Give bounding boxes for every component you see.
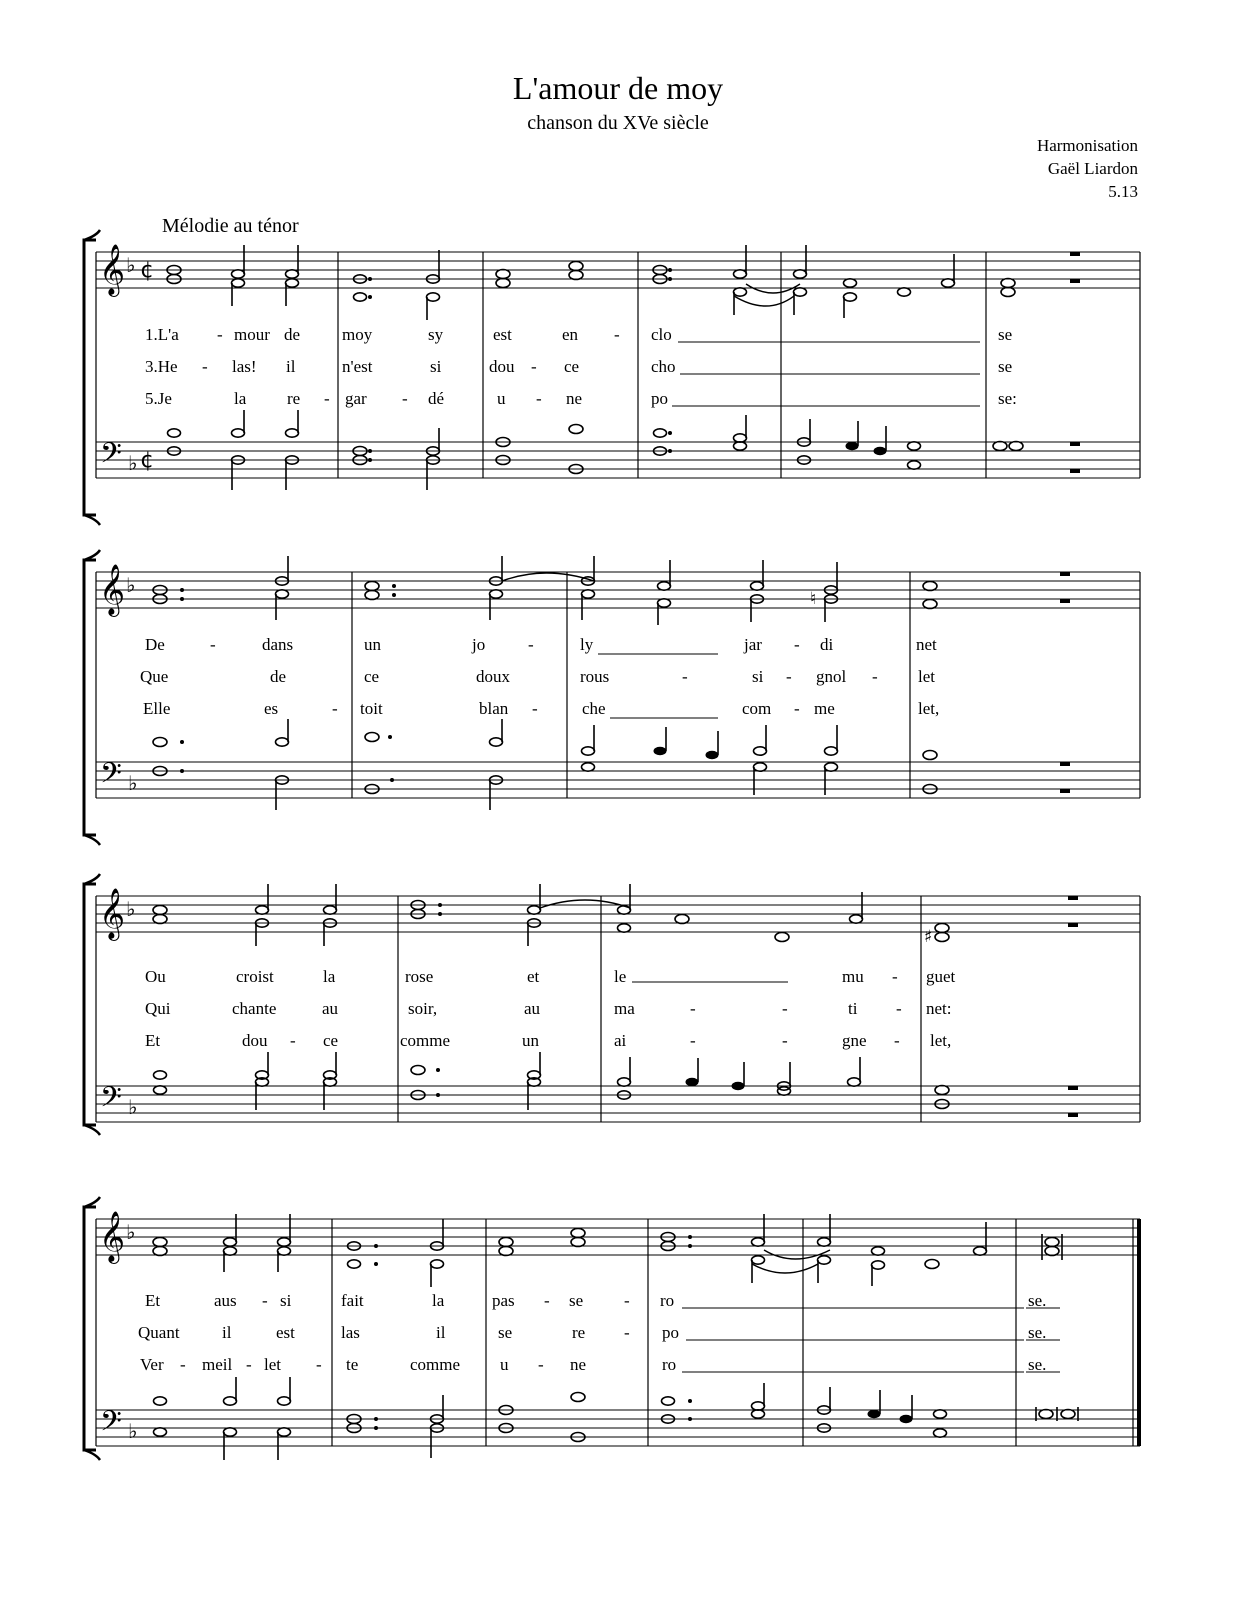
lyric-syllable: aus <box>214 1291 237 1310</box>
lyric-hyphen: - <box>682 667 688 686</box>
lyric-syllable: re <box>572 1323 586 1342</box>
lyric-syllable: te <box>346 1355 359 1374</box>
lyric-syllable: re <box>287 389 301 408</box>
lyric-syllable: au <box>322 999 339 1018</box>
lyric-hyphen: - <box>262 1291 268 1310</box>
credit-number: 5.13 <box>1108 182 1138 201</box>
bass-filled-notes <box>686 1058 745 1090</box>
melisma-lines <box>598 654 718 718</box>
lyric-hyphen: - <box>892 967 898 986</box>
lyric-syllable: cho <box>651 357 676 376</box>
performance-direction: Mélodie au ténor <box>162 215 299 237</box>
lyric-hyphen: - <box>324 389 330 408</box>
lyric-syllable: che <box>582 699 606 718</box>
lyric-syllable: dou <box>242 1031 268 1050</box>
lyric-syllable: il <box>436 1323 446 1342</box>
lyric-syllable: ne <box>570 1355 587 1374</box>
barlines <box>96 572 1140 798</box>
lyric-hyphen: - <box>316 1355 322 1374</box>
lyric-syllable: pas <box>492 1291 515 1310</box>
lyric-syllable: dé <box>428 389 445 408</box>
bass-staff <box>96 1410 1140 1446</box>
lyric-syllable: ce <box>323 1031 339 1050</box>
lyric-syllable: mu <box>842 967 864 986</box>
lyric-syllable: moy <box>342 325 373 344</box>
lyric-syllable: un <box>522 1031 539 1050</box>
cut-time-icon: ¢ <box>140 448 154 473</box>
rests <box>1068 896 1078 1117</box>
bass-staff <box>96 1086 1140 1122</box>
lyric-syllable: guet <box>926 967 956 986</box>
lyric-syllable: mour <box>234 325 270 344</box>
treble-clef-icon: 𝄞 <box>99 564 126 615</box>
lyric-syllable: la <box>323 967 336 986</box>
rests <box>1060 572 1070 793</box>
lyric-syllable: let, <box>918 699 940 718</box>
lyric-syllable: es <box>264 699 279 718</box>
lyric-hyphen: - <box>202 357 208 376</box>
lyric-syllable: est <box>493 325 512 344</box>
lyric-hyphen: - <box>624 1291 630 1310</box>
lyric-syllable: jo <box>472 635 486 654</box>
lyric-syllable: chante <box>232 999 277 1018</box>
flat-icon: ♭ <box>126 573 136 597</box>
bass-notes <box>153 719 937 810</box>
lyric-syllable: las <box>341 1323 360 1342</box>
lyric-syllable: po <box>651 389 668 408</box>
lyrics-system-4 <box>138 1291 1046 1374</box>
flat-icon: ♭ <box>128 451 138 475</box>
lyric-syllable: Elle <box>143 699 171 718</box>
lyric-syllable: croist <box>236 967 274 986</box>
lyric-syllable: si <box>280 1291 292 1310</box>
credit-harmonisation: Harmonisation <box>1036 136 1138 155</box>
dots <box>374 1235 692 1430</box>
lyric-hyphen: - <box>290 1031 296 1050</box>
lyric-syllable: dans <box>262 635 294 654</box>
treble-notes <box>153 884 949 946</box>
lyric-syllable: gnol <box>816 667 847 686</box>
bass-clef-icon: 𝄢 <box>100 1081 122 1121</box>
lyric-syllable: jar <box>744 635 762 654</box>
lyric-syllable: se <box>569 1291 584 1310</box>
lyric-syllable: ce <box>564 357 580 376</box>
lyric-syllable: se <box>998 325 1013 344</box>
lyric-syllable: u <box>497 389 506 408</box>
lyric-syllable: si <box>752 667 764 686</box>
lyric-syllable: soir, <box>408 999 438 1018</box>
lyric-syllable: let, <box>930 1031 952 1050</box>
lyric-syllable: 5.Je <box>145 389 172 408</box>
lyric-syllable: dou <box>489 357 515 376</box>
flat-icon: ♭ <box>126 253 136 277</box>
lyric-syllable: las! <box>232 357 257 376</box>
lyric-syllable: un <box>364 635 381 654</box>
lyric-hyphen: - <box>896 999 902 1018</box>
lyric-hyphen: - <box>531 357 537 376</box>
system-4 <box>84 1197 1140 1460</box>
lyric-syllable: ro <box>660 1291 675 1310</box>
lyric-syllable: ce <box>364 667 380 686</box>
lyric-syllable: se. <box>1028 1291 1047 1310</box>
lyric-hyphen: - <box>786 667 792 686</box>
lyric-syllable: si <box>430 357 442 376</box>
lyric-syllable: ro <box>662 1355 677 1374</box>
lyric-hyphen: - <box>532 699 538 718</box>
lyric-syllable: blan <box>479 699 509 718</box>
lyric-syllable: se. <box>1028 1355 1047 1374</box>
lyric-syllable: gar <box>345 389 367 408</box>
lyric-syllable: est <box>276 1323 295 1342</box>
flat-icon: ♭ <box>126 897 136 921</box>
lyric-syllable: me <box>814 699 835 718</box>
lyric-syllable: sy <box>428 325 444 344</box>
lyric-hyphen: - <box>614 325 620 344</box>
treble-clef-icon: 𝄞 <box>99 244 126 295</box>
bass-clef-icon: 𝄢 <box>100 1405 122 1445</box>
treble-notes <box>167 245 1015 320</box>
lyric-hyphen: - <box>246 1355 252 1374</box>
lyric-syllable: doux <box>476 667 510 686</box>
lyric-syllable: u <box>500 1355 509 1374</box>
lyric-hyphen: - <box>690 999 696 1018</box>
lyric-syllable: Et <box>145 1291 161 1310</box>
treble-clef-icon: 𝄞 <box>99 888 126 939</box>
lyric-syllable: comme <box>400 1031 451 1050</box>
lyrics-system-1 <box>145 325 1017 408</box>
lyric-syllable: Qui <box>145 999 171 1018</box>
lyric-syllable: Ou <box>145 967 166 986</box>
lyric-hyphen: - <box>332 699 338 718</box>
lyric-syllable: la <box>432 1291 445 1310</box>
lyric-hyphen: - <box>544 1291 550 1310</box>
lyric-hyphen: - <box>528 635 534 654</box>
lyric-syllable: po <box>662 1323 679 1342</box>
lyric-syllable: se <box>498 1323 513 1342</box>
lyric-syllable: net <box>916 635 937 654</box>
page-title: L'amour de moy <box>512 70 724 106</box>
lyric-hyphen: - <box>217 325 223 344</box>
lyric-hyphen: - <box>794 635 800 654</box>
lyric-hyphen: - <box>794 699 800 718</box>
system-bracket <box>84 1207 96 1450</box>
lyric-syllable: ly <box>580 635 594 654</box>
lyric-hyphen: - <box>402 389 408 408</box>
lyric-hyphen: - <box>210 635 216 654</box>
lyric-syllable: clo <box>651 325 672 344</box>
lyric-syllable: 3.He <box>145 357 178 376</box>
lyric-syllable: 1.L'a <box>145 325 179 344</box>
bass-filled-notes <box>868 1390 913 1423</box>
lyric-syllable: en <box>562 325 579 344</box>
flat-icon: ♭ <box>128 1419 138 1443</box>
lyric-syllable: il <box>222 1323 232 1342</box>
credit-author: Gaël Liardon <box>1047 159 1138 178</box>
lyric-syllable: com <box>742 699 772 718</box>
cut-time-icon: ¢ <box>140 258 154 283</box>
system-bracket <box>84 240 96 515</box>
lyric-syllable: fait <box>341 1291 364 1310</box>
lyric-syllable: ai <box>614 1031 627 1050</box>
treble-notes <box>153 1214 1062 1287</box>
lyric-syllable: ti <box>848 999 858 1018</box>
lyric-hyphen: - <box>872 667 878 686</box>
bass-filled-notes <box>654 727 719 759</box>
lyric-syllable: rose <box>405 967 434 986</box>
melisma-lines <box>682 1308 1060 1372</box>
system-bracket <box>84 560 96 835</box>
treble-staff <box>96 572 1140 608</box>
lyric-syllable: Que <box>140 667 169 686</box>
lyric-syllable: Ver <box>140 1355 164 1374</box>
system-1 <box>84 230 1140 525</box>
lyric-hyphen: - <box>690 1031 696 1050</box>
lyric-hyphen: - <box>624 1323 630 1342</box>
lyrics-system-2 <box>140 635 939 718</box>
lyric-syllable: la <box>234 389 247 408</box>
lyric-syllable: se: <box>998 389 1017 408</box>
lyric-syllable: gne <box>842 1031 867 1050</box>
lyric-hyphen: - <box>894 1031 900 1050</box>
lyric-syllable: net: <box>926 999 952 1018</box>
system-2 <box>84 550 1140 845</box>
rests <box>1070 252 1080 473</box>
lyric-syllable: Et <box>145 1031 161 1050</box>
bass-notes <box>154 1052 950 1110</box>
sharp-icon: ♯ <box>924 927 933 947</box>
lyric-syllable: ne <box>566 389 583 408</box>
lyric-syllable: Quant <box>138 1323 180 1342</box>
natural-icon: ♮ <box>810 589 817 609</box>
lyric-hyphen: - <box>536 389 542 408</box>
bass-staff <box>96 442 1140 478</box>
lyric-syllable: comme <box>410 1355 461 1374</box>
system-bracket <box>84 884 96 1125</box>
lyric-syllable: rous <box>580 667 610 686</box>
lyric-syllable: et <box>527 967 540 986</box>
lyric-syllable: let <box>264 1355 281 1374</box>
lyric-syllable: ma <box>614 999 635 1018</box>
lyric-hyphen: - <box>782 999 788 1018</box>
lyric-syllable: toit <box>360 699 383 718</box>
melisma-lines <box>672 342 980 406</box>
lyric-syllable: let <box>918 667 935 686</box>
lyric-syllable: au <box>524 999 541 1018</box>
lyric-syllable: se <box>998 357 1013 376</box>
lyric-syllable: le <box>614 967 627 986</box>
flat-icon: ♭ <box>128 771 138 795</box>
lyrics-system-3 <box>145 967 956 1050</box>
flat-icon: ♭ <box>126 1220 136 1244</box>
flat-icon: ♭ <box>128 1095 138 1119</box>
bass-clef-icon: 𝄢 <box>100 437 122 477</box>
lyric-syllable: di <box>820 635 834 654</box>
page-subtitle: chanson du XVe siècle <box>527 112 709 134</box>
barlines <box>96 1219 1133 1446</box>
lyric-syllable: n'est <box>342 357 373 376</box>
lyric-syllable: se. <box>1028 1323 1047 1342</box>
lyric-hyphen: - <box>180 1355 186 1374</box>
bass-staff <box>96 762 1140 798</box>
lyric-syllable: il <box>286 357 296 376</box>
lyric-syllable: De <box>145 635 165 654</box>
lyric-hyphen: - <box>782 1031 788 1050</box>
dots <box>368 268 672 299</box>
treble-staff <box>96 252 1140 288</box>
lyric-syllable: meil <box>202 1355 233 1374</box>
treble-staff <box>96 1219 1140 1255</box>
lyric-syllable: de <box>270 667 287 686</box>
bass-clef-icon: 𝄢 <box>100 757 122 797</box>
treble-clef-icon: 𝄞 <box>99 1211 126 1262</box>
lyric-hyphen: - <box>538 1355 544 1374</box>
lyric-syllable: de <box>284 325 301 344</box>
